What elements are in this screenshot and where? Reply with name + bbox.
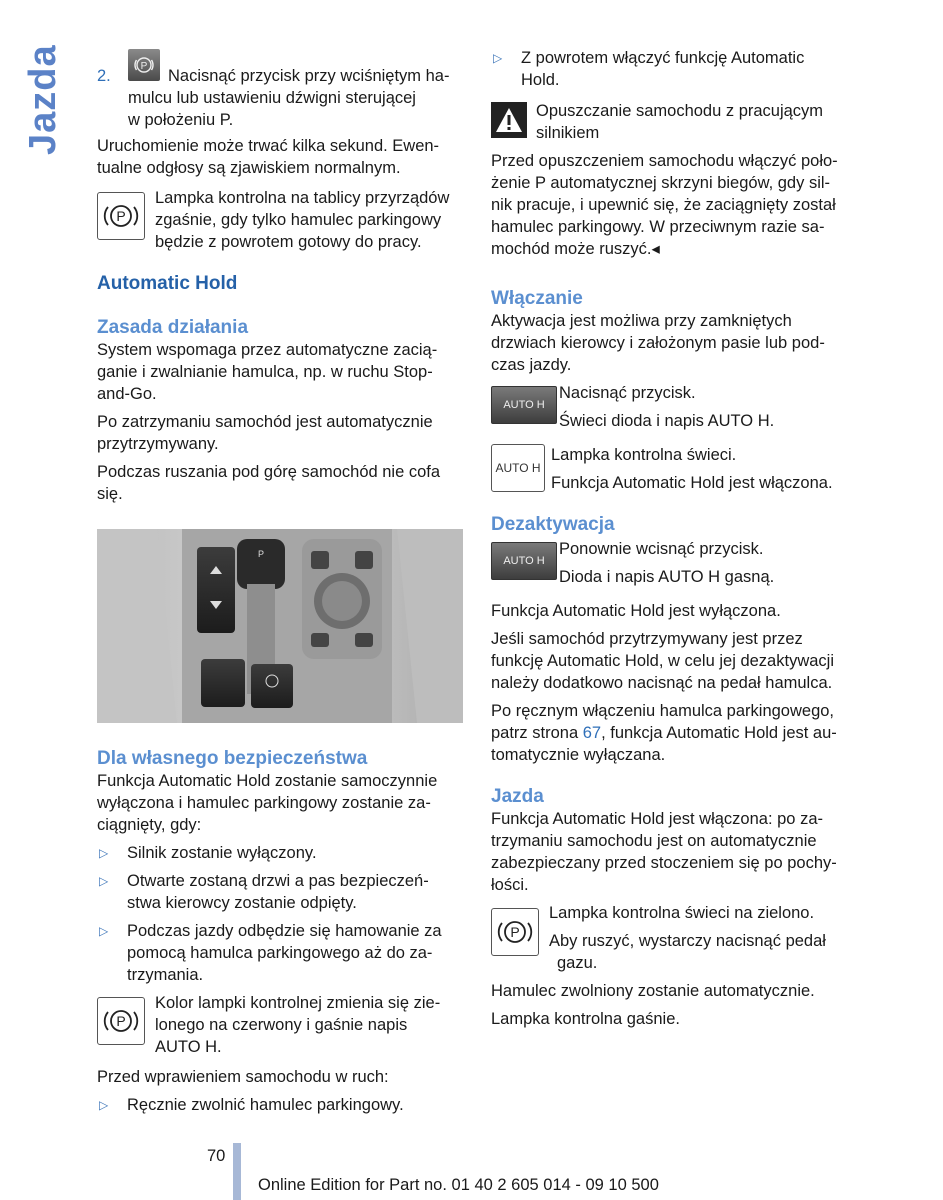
- bullet-item: ▷ Otwarte zostaną drzwi a pas bezpieczeń- stwa kierowcy zostanie odpięty.: [99, 872, 429, 912]
- page-number: 70: [207, 1147, 226, 1165]
- right-column: [491, 47, 871, 1030]
- svg-text:P: P: [257, 549, 265, 559]
- bullet-triangle-icon: ▷: [493, 51, 503, 65]
- side-tab-jazda: Jazda: [22, 44, 64, 156]
- button-note-2: AUTO H Ponownie wcisnąć przycisk. Dioda i napis AUTO H gasną.: [491, 538, 871, 588]
- heading-wlaczanie: Włączanie: [491, 288, 583, 309]
- lamp-note-1: P Lampka kontrolna na tablicy przyrządów zgaśnie, gdy tylko hamulec parkingowy będzie z powrotem gotowy do pracy.: [97, 187, 467, 253]
- left-column-lower: [97, 748, 467, 1116]
- step-2-line-3: w położeniu P.: [128, 111, 234, 129]
- footer-edition: Online Edition for Part no. 01 40 2 605 014 - 09 10 500: [258, 1176, 659, 1194]
- paragraph-auto-release: Hamulec zwolniony zostanie automatycznie.: [491, 982, 815, 1000]
- auto-h-button-icon: AUTO H: [491, 386, 557, 424]
- bullet-item: ▷ Silnik zostanie wyłączony.: [99, 844, 317, 862]
- step-2: [97, 63, 467, 129]
- warning-note: Opuszczanie samochodu z pracującym silnikiem: [491, 100, 871, 144]
- warning-triangle-icon: [491, 102, 527, 138]
- lamp-note-autoh: AUTO H Lampka kontrolna świeci. Funkcja Automatic Hold jest włączona.: [491, 444, 871, 494]
- lamp-note-2: P Kolor lampki kontrolnej zmienia się zie- lonego na czerwony i gaśnie napis AUTO H.: [97, 992, 467, 1058]
- bullet-triangle-icon: ▷: [99, 1098, 109, 1112]
- heading-bezpieczenstwo: Dla własnego bezpieczeństwa: [97, 748, 368, 769]
- paragraph-lamp-off: Lampka kontrolna gaśnie.: [491, 1010, 680, 1028]
- bullet-triangle-icon: ▷: [99, 846, 109, 860]
- heading-zasada: Zasada działania: [97, 317, 249, 338]
- lamp-note-green: P Lampka kontrolna świeci na zielono. Aby ruszyć, wystarczy nacisnąć pedał gazu.: [491, 902, 871, 974]
- svg-text:P: P: [510, 924, 520, 940]
- bullet-item: ▷ Z powrotem włączyć funkcję Automatic Hold.: [493, 49, 805, 89]
- paragraph-startup: Uruchomienie może trwać kilka sekund. Ewen- tualne odgłosy są zjawiskiem normalnym.: [97, 137, 440, 177]
- bullet-item: ▷ Podczas jazdy odbędzie się hamowanie za pomocą hamulca parkingowego aż do za- trzymania.: [99, 922, 442, 984]
- heading-automatic-hold: Automatic Hold: [97, 273, 238, 294]
- paragraph-before-start: Przed wprawieniem samochodu w ruch:: [97, 1068, 389, 1086]
- paragraph-brake-pedal: Jeśli samochód przytrzymywany jest przez funkcję Automatic Hold, w celu jej dezaktywacji należy dodatkowo nacisnąć na pedał hamulca.: [491, 630, 834, 692]
- paragraph-hill: Podczas ruszania pod górę samochód nie cofa się.: [97, 463, 441, 503]
- paragraph-leaving: Przed opuszczeniem samochodu włączyć poło- żenie P automatycznej skrzyni biegów, gdy sil- nik pracuje, i upewnić się, że zaciągnięty został hamulec parkingowy. W przeciwnym razie sa- mochód może ruszyć.◂: [491, 152, 838, 258]
- parking-brake-lamp-icon: [97, 192, 145, 240]
- paragraph-activation: Aktywacja jest możliwa przy zamkniętych drzwiach kierowcy i założonym pasie lub pod- czas jazdy.: [491, 312, 825, 374]
- page-link-67[interactable]: 67: [582, 724, 602, 742]
- auto-h-lamp-icon: AUTO H: [491, 444, 545, 492]
- svg-text:P: P: [140, 61, 148, 72]
- left-column: [97, 63, 467, 505]
- bullet-item: ▷ Ręcznie zwolnić hamulec parkingowy.: [99, 1096, 404, 1114]
- footer-bar: [233, 1143, 241, 1200]
- paragraph-auto-off: Funkcja Automatic Hold zostanie samoczynnie wyłączona i hamulec parkingowy zostanie za- ciągnięty, gdy:: [97, 772, 438, 834]
- step-2-line-2: mulcu lub ustawieniu dźwigni sterującej: [128, 89, 416, 107]
- heading-jazda: Jazda: [491, 786, 544, 807]
- parking-brake-button-icon: [128, 49, 160, 81]
- paragraph-off: Funkcja Automatic Hold jest wyłączona.: [491, 602, 781, 620]
- paragraph-manual-brake: Po ręcznym włączeniu hamulca parkingowego, patrz strona 67, funkcja Automatic Hold jest au- tomatycznie wyłączana.: [491, 702, 837, 764]
- step-number: 2.: [97, 67, 111, 85]
- bullet-triangle-icon: ▷: [99, 924, 109, 938]
- console-photo: [97, 529, 463, 723]
- auto-h-button-icon: AUTO H: [491, 542, 557, 580]
- svg-text:P: P: [116, 1013, 126, 1029]
- heading-dezaktywacja: Dezaktywacja: [491, 514, 615, 535]
- paragraph-stop: Po zatrzymaniu samochód jest automatycznie przytrzymywany.: [97, 413, 433, 453]
- parking-brake-lamp-icon: [491, 908, 539, 956]
- button-note-1: AUTO H Nacisnąć przycisk. Świeci dioda i napis AUTO H.: [491, 382, 871, 432]
- paragraph-system: System wspomaga przez automatyczne zacią- ganie i zwalnianie hamulca, np. w ruchu Stop- and-Go.: [97, 341, 438, 403]
- bullet-triangle-icon: ▷: [99, 874, 109, 888]
- parking-brake-lamp-icon: [97, 997, 145, 1045]
- paragraph-driving: Funkcja Automatic Hold jest włączona: po za- trzymaniu samochodu jest on automatycznie zabezpieczany przed stoczeniem się po pochy- łości.: [491, 810, 837, 894]
- svg-text:P: P: [116, 208, 126, 224]
- step-2-line-1: Nacisnąć przycisk przy wciśniętym ha-: [168, 67, 450, 85]
